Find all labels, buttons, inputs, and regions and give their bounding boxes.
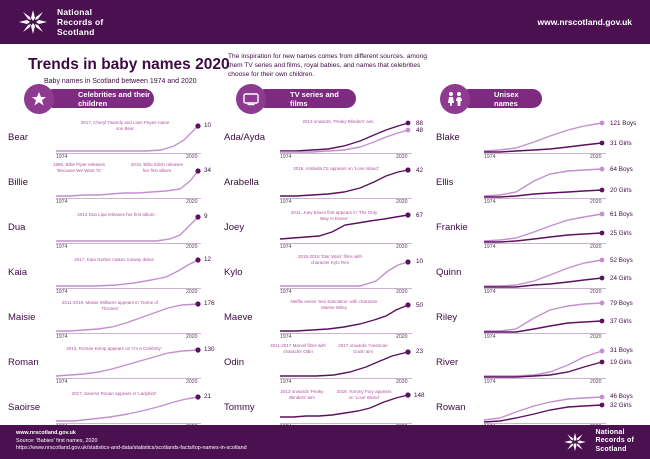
chart-row-kylo [224, 253, 424, 297]
annotation-dua: 2014 Dua Lipa releases her first album [77, 212, 155, 217]
axis-end-maisie: 2020 [186, 334, 198, 340]
chart-row-kaia [8, 253, 218, 297]
annotation-billie-1: 1996, Billie Piper releases 'Because We Want To' [52, 162, 106, 173]
endvalue-ellis-girls: 20 Girls [610, 187, 632, 194]
annotation-tommy-1: 2013 onwards 'Peaky Blinders' airs [280, 389, 324, 400]
axis-end-billie: 2020 [186, 199, 198, 205]
chart-plot-frankie [484, 208, 606, 244]
annotation-arabella: 2016, Arabella Oz appears on 'Love Island' [293, 166, 379, 171]
chart-title-saoirse: Saoirse [8, 402, 41, 413]
chart-title-arabella: Arabella [224, 177, 259, 188]
axis-start-ada: 1974 [280, 154, 292, 160]
axis-start-billie: 1974 [56, 199, 68, 205]
intro-text: The inspiration for new names comes from different sources, among them TV series and films, royal babies, and names that celebrities choose for their own children. [228, 53, 427, 79]
axis-start-kylo: 1974 [280, 289, 292, 295]
endvalue-dua: 9 [204, 213, 208, 220]
endvalue-ellis-boys: 64 Boys [610, 166, 633, 173]
chart-row-joey [224, 208, 424, 252]
chart-title-frankie: Frankie [436, 222, 468, 233]
page-footer [0, 425, 650, 459]
chart-title-bear: Bear [8, 132, 29, 143]
axis-end-quinn: 2020 [590, 289, 602, 295]
tv-icon [236, 84, 266, 114]
endvalue-frankie-boys: 61 Boys [610, 211, 633, 218]
nrs-logo-text [57, 7, 103, 37]
axis-end-joey: 2020 [396, 244, 408, 250]
endvalue-ada-2: 48 [416, 127, 424, 134]
chart-row-ellis [436, 163, 646, 207]
footer-link[interactable]: https://www.nrscotland.gov.uk/statistics-and-data/statistics/scotlands-facts/top-names-in-scotland [16, 445, 247, 452]
chart-title-tommy: Tommy [224, 402, 255, 413]
axis-end-ada: 2020 [396, 154, 408, 160]
banner-tv [256, 89, 356, 108]
axis-end-dua: 2020 [186, 244, 198, 250]
endvalue-ada-1: 88 [416, 120, 424, 127]
banner-celebrities [44, 89, 154, 108]
page-subtitle: Baby names in Scotland between 1974 and 2020 [44, 78, 197, 85]
footer-text [16, 430, 247, 453]
chart-title-joey: Joey [224, 222, 245, 233]
page-title: Trends in baby names 2020 [28, 56, 230, 73]
annotation-tommy-2: 2019, Tommy Fury appears on 'Love Island' [336, 389, 392, 400]
axis-start-bear: 1974 [56, 154, 68, 160]
axis-start-kaia: 1974 [56, 289, 68, 295]
axis-start-frankie: 1974 [484, 244, 496, 250]
endvalue-kylo: 10 [416, 258, 424, 265]
endvalue-blake-girls: 31 Girls [610, 140, 632, 147]
chart-row-ada [224, 118, 424, 162]
annotation-odin-2: 2017 onwards 'American Gods' airs [338, 343, 388, 354]
endvalue-kaia: 12 [204, 256, 212, 263]
endvalue-river-girls: 19 Girls [610, 359, 632, 366]
axis-start-riley: 1974 [484, 334, 496, 340]
endvalue-saoirse: 21 [204, 393, 212, 400]
endvalue-quinn-boys: 52 Boys [610, 257, 633, 264]
chart-title-billie: Billie [8, 177, 29, 188]
chart-plot-quinn [484, 253, 606, 289]
axis-start-joey: 1974 [280, 244, 292, 250]
chart-title-ada: Ada/Ayda [224, 132, 266, 143]
axis-start-blake: 1974 [484, 154, 496, 160]
chart-title-odin: Odin [224, 357, 245, 368]
endvalue-joey: 67 [416, 212, 424, 219]
chart-title-ellis: Ellis [436, 177, 454, 188]
chart-row-roman [8, 343, 218, 387]
chart-title-quinn: Quinn [436, 267, 462, 278]
axis-start-roman: 1974 [56, 379, 68, 385]
chart-plot-riley [484, 298, 606, 334]
annotation-maisie: 2011-2019, Maisie Williams appears in 'Game of Thrones' [61, 300, 159, 311]
chart-row-blake [436, 118, 646, 162]
axis-start-odin: 1974 [280, 379, 292, 385]
endvalue-bear: 10 [204, 122, 212, 129]
footer-url[interactable]: www.nrscotland.gov.uk [16, 430, 76, 436]
axis-end-blake: 2020 [590, 154, 602, 160]
annotation-billie-2: 2019, Billie Eilish releases her first album [130, 162, 184, 173]
endvalue-rowan-boys: 46 Boys [610, 393, 633, 400]
logo-line-1: National [57, 7, 93, 17]
chart-row-riley [436, 298, 646, 342]
chart-row-maisie [8, 298, 218, 342]
header-url[interactable]: www.nrscotland.gov.uk [537, 17, 632, 27]
chart-row-odin [224, 343, 424, 387]
chart-title-kylo: Kylo [224, 267, 243, 278]
endvalue-odin: 23 [416, 348, 424, 355]
annotation-kylo: 2015-2019 'Star Wars' films with character Kylo Ren [297, 254, 363, 265]
chart-row-dua [8, 208, 218, 252]
chart-plot-rowan [484, 388, 606, 424]
axis-start-maeve: 1974 [280, 334, 292, 340]
annotation-kaia: 2017, Kaia Gerber makes runway debut [74, 257, 154, 262]
axis-start-quinn: 1974 [484, 289, 496, 295]
endvalue-billie: 34 [204, 167, 212, 174]
endvalue-frankie-girls: 25 Girls [610, 230, 632, 237]
axis-start-river: 1974 [484, 379, 496, 385]
axis-end-maeve: 2020 [396, 334, 408, 340]
axis-end-frankie: 2020 [590, 244, 602, 250]
annotation-bear: 2017, Cheryl Tweedy and Liam Payne name son Bear [80, 120, 170, 131]
annotation-joey: 2011, Joey Essex first appears in 'The Only Way Is Essex' [290, 210, 378, 221]
chart-row-arabella [224, 163, 424, 207]
axis-end-roman: 2020 [186, 379, 198, 385]
endvalue-tommy: 148 [414, 392, 425, 399]
axis-end-riley: 2020 [590, 334, 602, 340]
logo-line-2: Records of [57, 17, 104, 27]
axis-end-odin: 2020 [396, 379, 408, 385]
footer-source: Source: 'Babies' first names, 2020 [16, 437, 98, 444]
axis-end-river: 2020 [590, 379, 602, 385]
chart-row-river [436, 343, 646, 387]
footer-logo-line-3: Scotland [595, 445, 627, 453]
chart-row-quinn [436, 253, 646, 297]
chart-plot-ellis [484, 163, 606, 199]
page-header [0, 0, 650, 44]
axis-start-arabella: 1974 [280, 199, 292, 205]
endvalue-river-boys: 31 Boys [610, 347, 633, 354]
annotation-roman: 2013, Roman Kemp appears on 'I'm a Celebrity' [66, 346, 162, 351]
endvalue-arabella: 42 [416, 167, 424, 174]
axis-end-arabella: 2020 [396, 199, 408, 205]
endvalue-riley-girls: 37 Girls [610, 318, 632, 325]
footer-logo-text [595, 429, 634, 454]
chart-plot-blake [484, 118, 606, 154]
chart-title-riley: Riley [436, 312, 458, 323]
endvalue-quinn-girls: 24 Girls [610, 275, 632, 282]
chart-row-frankie [436, 208, 646, 252]
footer-logo-line-2: Records of [595, 437, 634, 445]
chart-title-roman: Roman [8, 357, 39, 368]
chart-plot-river [484, 343, 606, 379]
nrs-logo [16, 7, 103, 37]
annotation-odin-1: 2011-2017 Marvel films with character Odin [270, 343, 326, 354]
annotation-ada: 2013 onwards, 'Peaky Blinders' airs [302, 119, 374, 124]
chart-row-billie [8, 163, 218, 207]
footer-logo-line-1: National [595, 429, 625, 436]
chart-title-kaia: Kaia [8, 267, 28, 278]
chart-title-blake: Blake [436, 132, 460, 143]
endvalue-blake-boys: 121 Boys [610, 120, 637, 127]
axis-end-kylo: 2020 [396, 289, 408, 295]
banner-celebrities-label: Celebrities and their children [78, 89, 151, 108]
axis-start-maisie: 1974 [56, 334, 68, 340]
chart-title-maisie: Maisie [8, 312, 36, 323]
axis-end-kaia: 2020 [186, 289, 198, 295]
saltire-sun-icon [16, 7, 50, 37]
axis-start-dua: 1974 [56, 244, 68, 250]
chart-title-river: River [436, 357, 459, 368]
chart-row-maeve [224, 298, 424, 342]
endvalue-riley-boys: 79 Boys [610, 300, 633, 307]
endvalue-roman: 130 [204, 346, 215, 353]
endvalue-rowan-girls: 32 Girls [610, 402, 632, 409]
chart-title-rowan: Rowan [436, 402, 466, 413]
saltire-sun-icon [562, 430, 588, 454]
annotation-saoirse: 2017, Saoirse Ronan appears in 'Ladybird' [71, 391, 157, 396]
star-icon [24, 84, 54, 114]
banner-unisex-label: Unisex names [494, 89, 519, 108]
restroom-people-icon [440, 84, 470, 114]
axis-end-ellis: 2020 [590, 199, 602, 205]
annotation-maeve: Netflix series 'Sex Education' with character Maeve Wiley [290, 299, 378, 310]
banner-unisex [460, 89, 542, 108]
footer-nrs-logo [562, 429, 634, 454]
chart-title-maeve: Maeve [224, 312, 253, 323]
chart-title-dua: Dua [8, 222, 26, 233]
axis-end-bear: 2020 [186, 154, 198, 160]
logo-line-3: Scotland [57, 27, 95, 37]
banner-tv-label: TV series and films [290, 89, 339, 108]
endvalue-maisie: 176 [204, 300, 215, 307]
axis-start-ellis: 1974 [484, 199, 496, 205]
endvalue-maeve: 50 [416, 302, 424, 309]
chart-row-bear [8, 118, 218, 162]
